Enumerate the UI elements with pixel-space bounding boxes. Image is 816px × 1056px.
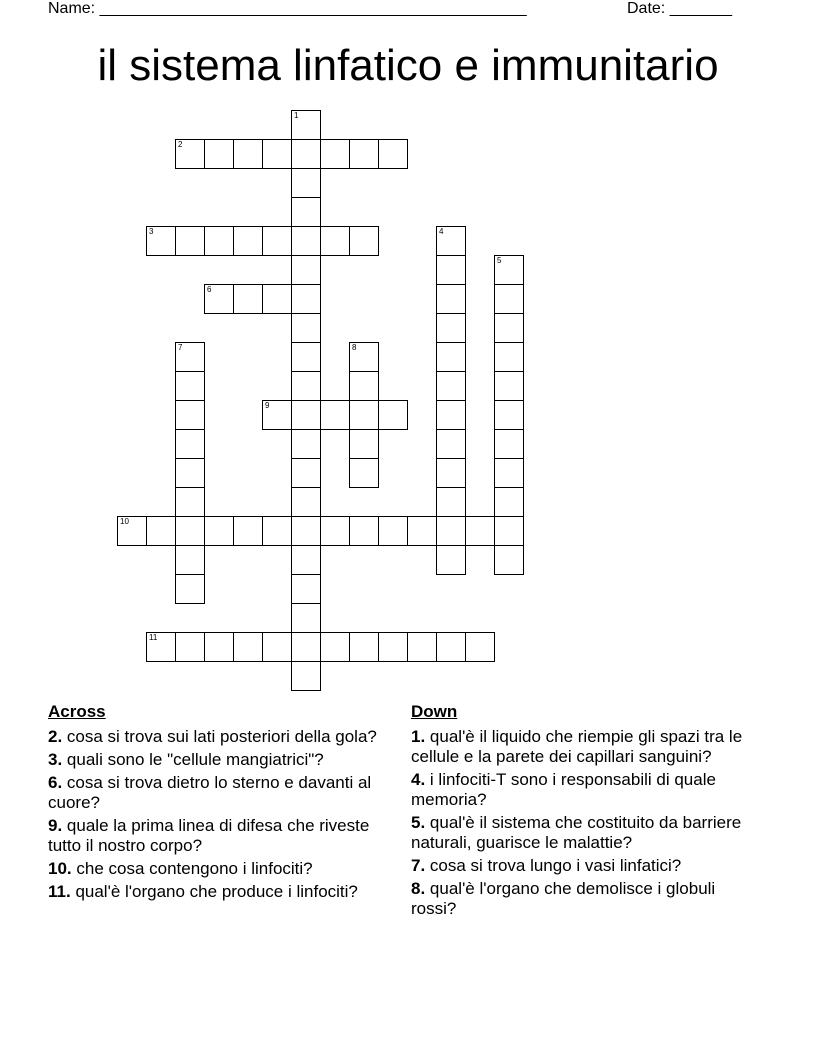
crossword-cell[interactable] [349,632,379,662]
date-field-label: Date: _______ [627,0,732,17]
crossword-cell[interactable] [320,516,350,546]
clue-number: 8. [411,879,426,898]
clue-across [48,859,393,879]
crossword-cell[interactable] [436,400,466,430]
cell-number: 1 [294,111,299,120]
crossword-cell[interactable] [494,255,524,285]
crossword-cell[interactable] [494,400,524,430]
crossword-cell[interactable] [175,429,205,459]
cell-number: 9 [265,401,270,410]
crossword-cell[interactable] [378,632,408,662]
crossword-cell[interactable] [291,574,321,604]
cell-number: 5 [497,256,502,265]
crossword-cell[interactable] [175,574,205,604]
crossword-cell[interactable] [436,632,466,662]
crossword-cell[interactable] [175,487,205,517]
crossword-cell[interactable] [291,487,321,517]
cell-number: 10 [120,517,129,526]
crossword-cell[interactable] [291,458,321,488]
crossword-cell[interactable] [262,632,292,662]
crossword-cell[interactable] [291,255,321,285]
crossword-cell[interactable] [349,458,379,488]
clue-number: 7. [411,856,426,875]
crossword-cell[interactable] [494,313,524,343]
crossword-cell[interactable] [146,226,176,256]
cell-number: 8 [352,343,357,352]
clue-across [48,816,393,856]
crossword-cell[interactable] [233,284,263,314]
crossword-cell[interactable] [349,139,379,169]
page-title: il sistema linfatico e immunitario [97,41,719,90]
crossword-cell[interactable] [291,429,321,459]
clue-number: 9. [48,816,63,835]
crossword-cell[interactable] [349,226,379,256]
crossword-cell[interactable] [175,371,205,401]
across-heading: Across [48,702,106,721]
crossword-cell[interactable] [204,284,234,314]
crossword-cell[interactable] [494,371,524,401]
crossword-cell[interactable] [407,632,437,662]
clue-down [411,856,761,876]
clue-down [411,879,761,919]
crossword-cell[interactable] [117,516,147,546]
crossword-cell[interactable] [291,603,321,633]
crossword-cell[interactable] [291,371,321,401]
crossword-cell[interactable] [349,516,379,546]
crossword-cell[interactable] [436,458,466,488]
down-heading: Down [411,702,458,721]
crossword-cell[interactable] [349,400,379,430]
crossword-cell[interactable] [349,429,379,459]
clue-across [48,882,393,902]
clue-across [48,727,393,747]
crossword-cell[interactable] [291,342,321,372]
crossword-cell[interactable] [436,342,466,372]
crossword-cell[interactable] [291,632,321,662]
cell-number: 7 [178,343,183,352]
crossword-cell[interactable] [262,284,292,314]
clue-down [411,813,761,853]
across-clues [48,702,393,905]
clue-across [48,750,393,770]
crossword-cell[interactable] [378,400,408,430]
crossword-cell[interactable] [262,139,292,169]
crossword-cell[interactable] [175,400,205,430]
cell-number: 2 [178,140,183,149]
crossword-cell[interactable] [146,516,176,546]
crossword-cell[interactable] [465,516,495,546]
crossword-cell[interactable] [291,400,321,430]
crossword-cell[interactable] [436,284,466,314]
name-field-label: Name: ________________________________________________ [48,0,527,17]
crossword-cell[interactable] [291,197,321,227]
clue-number: 3. [48,750,63,769]
clue-number: 4. [411,770,426,789]
crossword-cell[interactable] [349,342,379,372]
crossword-cell[interactable] [494,487,524,517]
crossword-cell[interactable] [436,516,466,546]
crossword-cell[interactable] [291,661,321,691]
clue-text: quale la prima linea di difesa che riveste tutto il nostro corpo? [48,816,370,855]
crossword-cell[interactable] [291,110,321,140]
clue-number: 10. [48,859,72,878]
crossword-cell[interactable] [378,516,408,546]
crossword-cell[interactable] [291,139,321,169]
crossword-cell[interactable] [436,255,466,285]
crossword-cell[interactable] [494,284,524,314]
cell-number: 6 [207,285,212,294]
crossword-cell[interactable] [436,371,466,401]
clue-text: qual'è l'organo che produce i linfociti? [75,882,358,901]
cell-number: 4 [439,227,444,236]
down-clues [411,702,761,922]
clue-down [411,770,761,810]
crossword-cell[interactable] [407,516,437,546]
crossword-cell[interactable] [291,284,321,314]
crossword-cell[interactable] [320,632,350,662]
clue-number: 1. [411,727,426,746]
clue-number: 5. [411,813,426,832]
clue-down [411,727,761,767]
crossword-cell[interactable] [175,458,205,488]
crossword-cell[interactable] [146,632,176,662]
crossword-cell[interactable] [262,400,292,430]
crossword-cell[interactable] [233,632,263,662]
crossword-cell[interactable] [291,226,321,256]
clue-text: qual'è il liquido che riempie gli spazi tra le cellule e la parete dei capillari sanguini? [411,727,743,766]
crossword-cell[interactable] [233,139,263,169]
clue-text: i linfociti-T sono i responsabili di quale memoria? [411,770,716,809]
clue-number: 2. [48,727,63,746]
crossword-cell[interactable] [320,226,350,256]
crossword-cell[interactable] [494,516,524,546]
crossword-cell[interactable] [175,342,205,372]
crossword-cell[interactable] [291,545,321,575]
clue-text: cosa si trova lungo i vasi linfatici? [429,856,682,875]
crossword-cell[interactable] [262,516,292,546]
cell-number: 3 [149,227,154,236]
crossword-cell[interactable] [465,632,495,662]
crossword-cell[interactable] [291,168,321,198]
crossword-cell[interactable] [233,226,263,256]
crossword-cell[interactable] [436,313,466,343]
crossword-cell[interactable] [175,226,205,256]
crossword-cell[interactable] [436,226,466,256]
crossword-cell[interactable] [204,226,234,256]
crossword-cell[interactable] [175,632,205,662]
crossword-cell[interactable] [204,516,234,546]
clue-text: cosa si trova dietro lo sterno e davanti al cuore? [48,773,372,812]
clue-number: 11. [48,882,71,901]
crossword-cell[interactable] [175,516,205,546]
clue-text: quali sono le "cellule mangiatrici"? [66,750,324,769]
clue-text: qual'è l'organo che demolisce i globuli rossi? [411,879,716,918]
crossword-cell[interactable] [378,139,408,169]
crossword-cell[interactable] [175,139,205,169]
clue-text: qual'è il sistema che costituito da barriere naturali, guarisce le malattie? [411,813,742,852]
clue-across [48,773,393,813]
crossword-cell[interactable] [233,516,263,546]
cell-number: 11 [149,633,158,642]
clue-text: cosa si trova sui lati posteriori della gola? [66,727,377,746]
crossword-cell[interactable] [262,226,292,256]
crossword-cell[interactable] [436,487,466,517]
clue-text: che cosa contengono i linfociti? [76,859,313,878]
crossword-cell[interactable] [494,545,524,575]
crossword-cell[interactable] [175,545,205,575]
crossword-cell[interactable] [494,342,524,372]
crossword-cell[interactable] [204,139,234,169]
crossword-cell[interactable] [291,516,321,546]
crossword-cell[interactable] [349,371,379,401]
crossword-cell[interactable] [320,400,350,430]
clue-number: 6. [48,773,63,792]
crossword-cell[interactable] [494,429,524,459]
crossword-cell[interactable] [204,632,234,662]
crossword-cell[interactable] [436,429,466,459]
crossword-cell[interactable] [436,545,466,575]
crossword-cell[interactable] [320,139,350,169]
crossword-cell[interactable] [494,458,524,488]
crossword-cell[interactable] [291,313,321,343]
